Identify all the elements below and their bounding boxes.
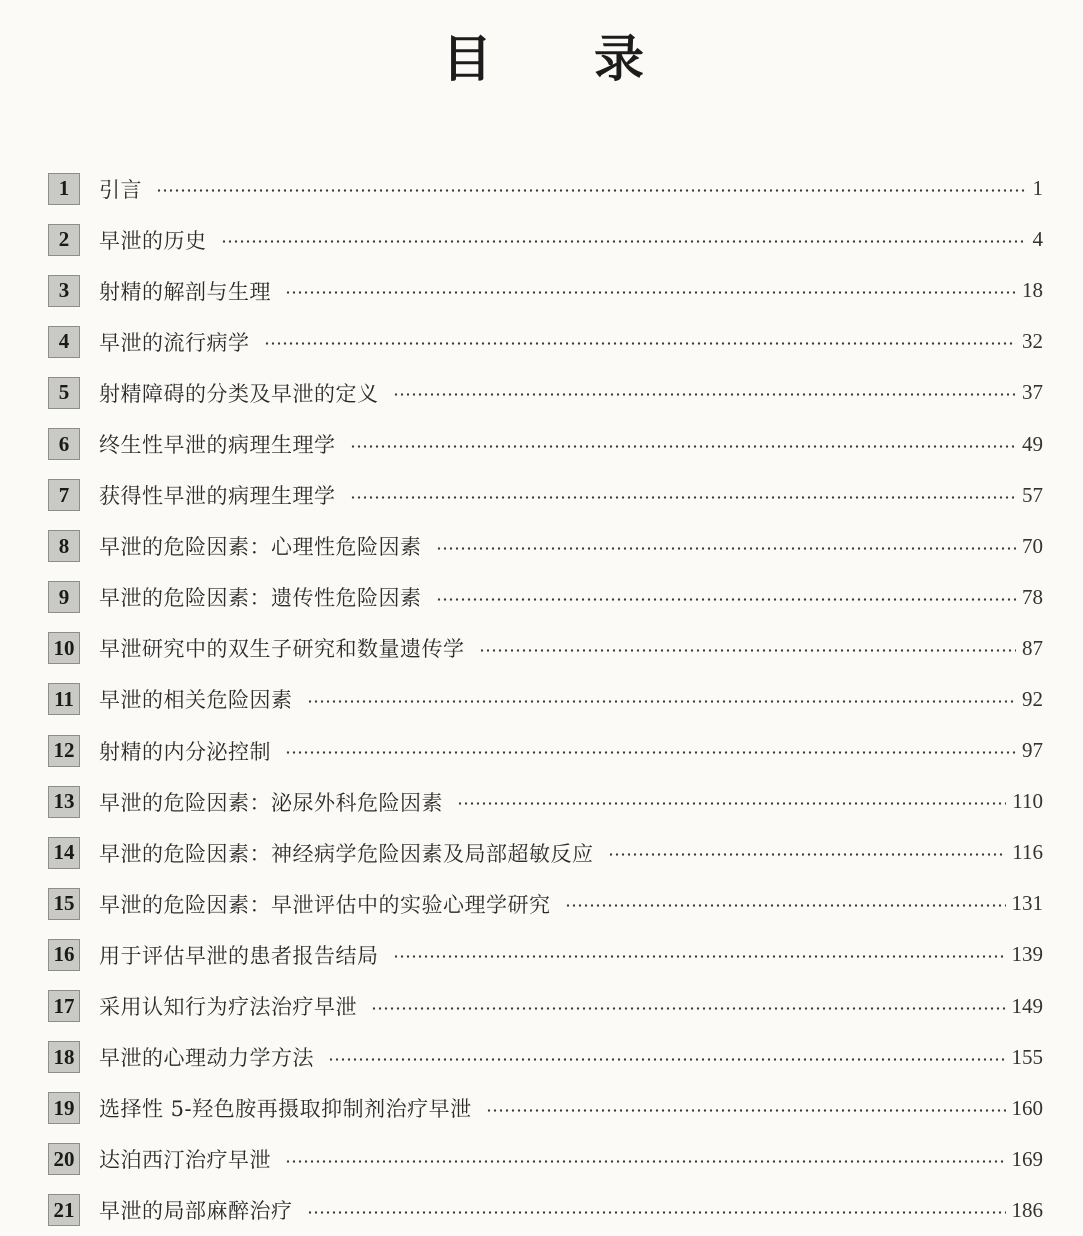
- chapter-title: 早泄的局部麻醉治疗: [99, 1199, 293, 1224]
- toc-entry[interactable]: [48, 470, 1043, 521]
- chapter-number-badge: 3: [48, 275, 80, 307]
- chapter-number-badge: 4: [48, 326, 80, 358]
- toc-entry[interactable]: [48, 418, 1043, 469]
- chapter-number-badge: 16: [48, 939, 80, 971]
- page-number: 149: [1011, 993, 1043, 1018]
- dot-leader: [436, 547, 1017, 550]
- chapter-title: 用于评估早泄的患者报告结局: [99, 943, 379, 968]
- chapter-number-badge: 10: [48, 632, 80, 664]
- chapter-title: 早泄研究中的双生子研究和数量遗传学: [99, 637, 465, 662]
- toc-entry[interactable]: [48, 827, 1043, 878]
- dot-leader: [285, 751, 1016, 754]
- page-number: 4: [1032, 227, 1043, 252]
- toc-entry[interactable]: [48, 521, 1043, 572]
- page-number: 92: [1022, 686, 1043, 711]
- toc-entry[interactable]: [48, 316, 1043, 367]
- page-number: 139: [1011, 942, 1043, 967]
- chapter-number-badge: 17: [48, 990, 80, 1022]
- dot-leader: [307, 700, 1017, 703]
- chapter-number-badge: 12: [48, 735, 80, 767]
- dot-leader: [328, 1058, 1006, 1061]
- toc-entry[interactable]: [48, 1185, 1043, 1236]
- page-number: 131: [1011, 891, 1043, 916]
- dot-leader: [221, 240, 1027, 243]
- toc-entry[interactable]: [48, 1032, 1043, 1083]
- chapter-number-badge: 6: [48, 428, 80, 460]
- toc-entry[interactable]: [48, 674, 1043, 725]
- chapter-title: 早泄的危险因素：神经病学危险因素及局部超敏反应: [99, 841, 594, 866]
- chapter-number-badge: 21: [48, 1194, 80, 1226]
- chapter-number-badge: 9: [48, 581, 80, 613]
- toc-entry[interactable]: [48, 214, 1043, 265]
- toc-entry[interactable]: [48, 929, 1043, 980]
- page-number: 32: [1022, 329, 1043, 354]
- page-number: 70: [1022, 533, 1043, 558]
- toc-entry[interactable]: [48, 878, 1043, 929]
- chapter-title: 射精的解剖与生理: [99, 279, 271, 304]
- chapter-number-badge: 2: [48, 224, 80, 256]
- dot-leader: [393, 393, 1017, 396]
- table-of-contents: [48, 163, 1043, 1236]
- dot-leader: [307, 1211, 1006, 1214]
- page-number: 1: [1032, 176, 1043, 201]
- dot-leader: [285, 1160, 1006, 1163]
- dot-leader: [479, 649, 1017, 652]
- dot-leader: [371, 1007, 1006, 1010]
- chapter-title: 早泄的危险因素：遗传性危险因素: [99, 586, 422, 611]
- chapter-title: 早泄的心理动力学方法: [99, 1046, 314, 1071]
- chapter-number-badge: 5: [48, 377, 80, 409]
- page-number: 57: [1022, 482, 1043, 507]
- chapter-title: 终生性早泄的病理生理学: [99, 433, 336, 458]
- page-title-char-2: 录: [594, 29, 644, 88]
- toc-entry[interactable]: [48, 623, 1043, 674]
- page-number: 169: [1011, 1146, 1043, 1171]
- dot-leader: [436, 598, 1017, 601]
- dot-leader: [457, 802, 1006, 805]
- dot-leader: [608, 853, 1007, 856]
- chapter-number-badge: 14: [48, 837, 80, 869]
- toc-entry[interactable]: [48, 725, 1043, 776]
- page-number: 186: [1011, 1197, 1043, 1222]
- chapter-title: 选择性 5-羟色胺再摄取抑制剂治疗早泄: [99, 1097, 472, 1122]
- chapter-title: 早泄的危险因素：早泄评估中的实验心理学研究: [99, 892, 551, 917]
- chapter-title: 早泄的危险因素：泌尿外科危险因素: [99, 790, 443, 815]
- chapter-title: 早泄的危险因素：心理性危险因素: [99, 535, 422, 560]
- page-number: 116: [1012, 840, 1043, 865]
- page-number: 49: [1022, 431, 1043, 456]
- chapter-number-badge: 13: [48, 786, 80, 818]
- chapter-title: 射精障碍的分类及早泄的定义: [99, 381, 379, 406]
- chapter-title: 引言: [99, 177, 142, 202]
- page-number: 78: [1022, 584, 1043, 609]
- page-number: 18: [1022, 278, 1043, 303]
- page-number: 97: [1022, 738, 1043, 763]
- chapter-title: 早泄的相关危险因素: [99, 688, 293, 713]
- toc-entry[interactable]: [48, 776, 1043, 827]
- chapter-number-badge: 18: [48, 1041, 80, 1073]
- chapter-number-badge: 19: [48, 1092, 80, 1124]
- page-title-char-1: 目: [442, 29, 492, 88]
- dot-leader: [350, 445, 1017, 448]
- chapter-title: 射精的内分泌控制: [99, 739, 271, 764]
- dot-leader: [264, 342, 1017, 345]
- chapter-number-badge: 11: [48, 683, 80, 715]
- dot-leader: [350, 496, 1017, 499]
- chapter-number-badge: 15: [48, 888, 80, 920]
- toc-entry[interactable]: [48, 1083, 1043, 1134]
- chapter-title: 早泄的流行病学: [99, 330, 250, 355]
- toc-entry[interactable]: [48, 1134, 1043, 1185]
- page-number: 110: [1012, 789, 1043, 814]
- page-number: 160: [1011, 1095, 1043, 1120]
- page-title: [0, 24, 1083, 94]
- chapter-number-badge: 7: [48, 479, 80, 511]
- chapter-title: 获得性早泄的病理生理学: [99, 484, 336, 509]
- toc-entry[interactable]: [48, 572, 1043, 623]
- toc-entry[interactable]: [48, 163, 1043, 214]
- dot-leader: [565, 904, 1006, 907]
- toc-entry[interactable]: [48, 265, 1043, 316]
- dot-leader: [393, 955, 1006, 958]
- toc-entry[interactable]: [48, 981, 1043, 1032]
- page-number: 87: [1022, 635, 1043, 660]
- toc-entry[interactable]: [48, 367, 1043, 418]
- chapter-number-badge: 1: [48, 173, 80, 205]
- page-number: 155: [1011, 1044, 1043, 1069]
- chapter-number-badge: 8: [48, 530, 80, 562]
- dot-leader: [486, 1109, 1006, 1112]
- dot-leader: [285, 291, 1016, 294]
- dot-leader: [156, 189, 1027, 192]
- chapter-title: 采用认知行为疗法治疗早泄: [99, 995, 357, 1020]
- page-number: 37: [1022, 380, 1043, 405]
- chapter-title: 达泊西汀治疗早泄: [99, 1148, 271, 1173]
- chapter-title: 早泄的历史: [99, 228, 207, 253]
- chapter-number-badge: 20: [48, 1143, 80, 1175]
